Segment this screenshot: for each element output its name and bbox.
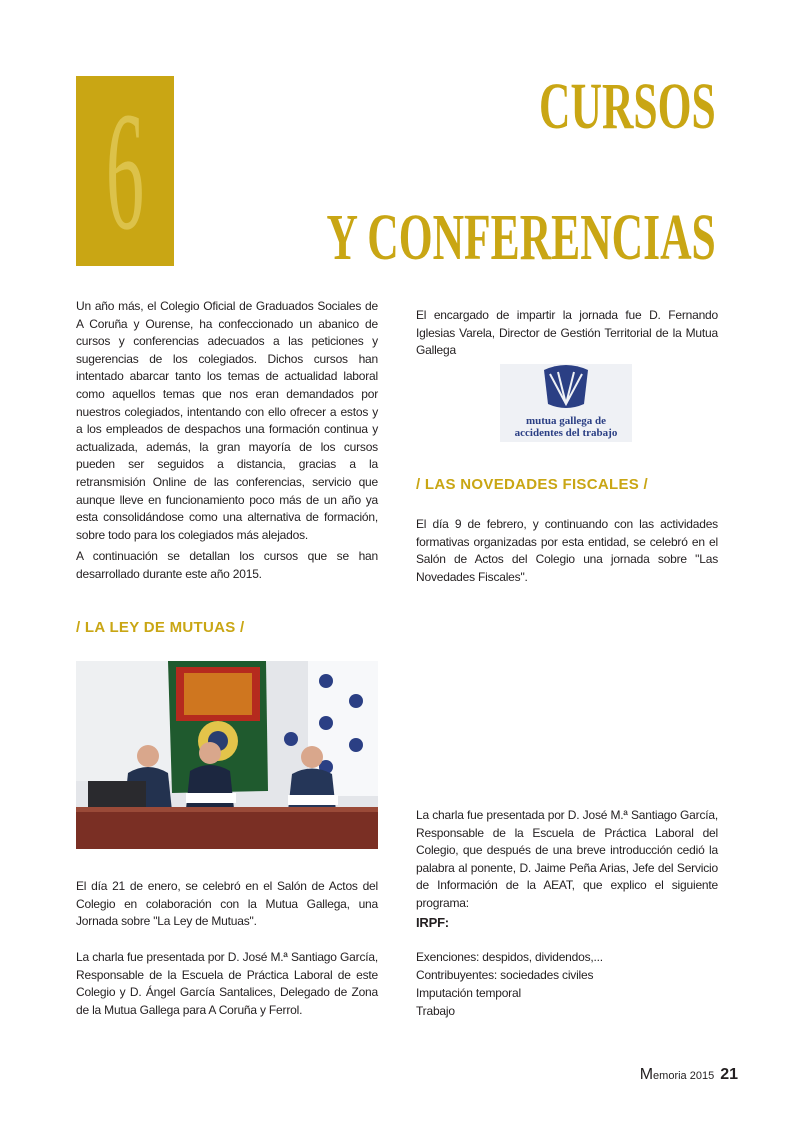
logo-text-line-2: accidentes del trabajo: [514, 427, 618, 439]
chapter-number: 6: [105, 77, 145, 265]
irpf-item: Imputación temporal: [416, 986, 521, 1000]
footer-memoria-initial: M: [639, 1066, 654, 1083]
chapter-title-line-1: CURSOS: [539, 70, 716, 143]
irpf-item: Trabajo: [416, 1004, 455, 1018]
mutua-gallega-logo-mark: [500, 364, 632, 442]
conference-photo: [76, 661, 378, 849]
chapter-number-box: [76, 76, 174, 266]
fiscales-paragraph-1: El día 9 de febrero, y continuando con las actividades formativas organizadas por esta entidad, se celebró en el Salón de Actos del Colegio una jornada sobre "Las Novedades Fiscales".: [416, 517, 718, 584]
fiscales-paragraph-2: La charla fue presentada por D. José M.ª Santiago García, Responsable de la Escuela de Práctica Laboral del Colegio, que después de una breve introducción cedió la palabra al ponente, D. Jaime Peña Arias, Jefe del Servicio de Información de la AEAT, que explico el siguiente programa:: [416, 808, 718, 910]
chapter-title-line-2: Y CONFERENCIAS: [326, 201, 716, 274]
conference-photo-illustration: [76, 661, 378, 849]
logo-text-line-1: mutua gallega de: [525, 415, 607, 427]
intro-paragraph-2: A continuación se detallan los cursos que se han desarrollado durante este año 2015.: [76, 549, 378, 581]
mutuas-paragraph-2: La charla fue presentada por D. José M.ª Santiago García, Responsable de la Escuela de Práctica Laboral de este Colegio y D. Ángel García Santalices, Delegado de Zona de la Mutua Gallega para A Coruña y Ferrol.: [76, 950, 378, 1017]
section-heading-fiscales: / LAS NOVEDADES FISCALES /: [416, 476, 648, 493]
speaker-paragraph: El encargado de impartir la jornada fue D. Fernando Iglesias Varela, Director de Gestión Territorial de la Mutua Gallega: [416, 308, 718, 358]
section-heading-mutuas: / LA LEY DE MUTUAS /: [76, 619, 245, 636]
intro-paragraph: Un año más, el Colegio Oficial de Graduados Sociales de A Coruña y Ourense, ha confeccionado un abanico de cursos y conferencias adecuados a las peticiones y sugerencias de los colegiados. Dichos cursos han intentado abarcar tanto los temas de actualidad laboral como aquellos temas que nos eran demandados por nuestros colegiados, intentando con ello ofrecer a estos y a los empleados de despachos una formación continua y actualizada, además, la gran mayoría de los cursos pueden ser seguidos a distancia, gracias a la retransmisión Online de las conferencias, servicio que aunque lleve en funcionamiento poco más de un año ya esta consolidándose como una alternativa de formación, sobre todo para los colegiados más alejados.: [76, 299, 378, 542]
irpf-item: Exenciones: despidos, dividendos,...: [416, 950, 603, 964]
footer-memoria-label: emoria 2015: [653, 1070, 715, 1082]
page-footer: [640, 1066, 738, 1084]
irpf-label: IRPF:: [416, 915, 449, 930]
mutuas-paragraph-1: El día 21 de enero, se celebró en el Salón de Actos del Colegio en colaboración con la Mutua Gallega, una Jornada sobre "La Ley de Mutuas".: [76, 879, 378, 929]
irpf-item: Contribuyentes: sociedades civiles: [416, 968, 594, 982]
page-number: 21: [720, 1066, 738, 1083]
mutua-gallega-logo: [500, 364, 632, 442]
